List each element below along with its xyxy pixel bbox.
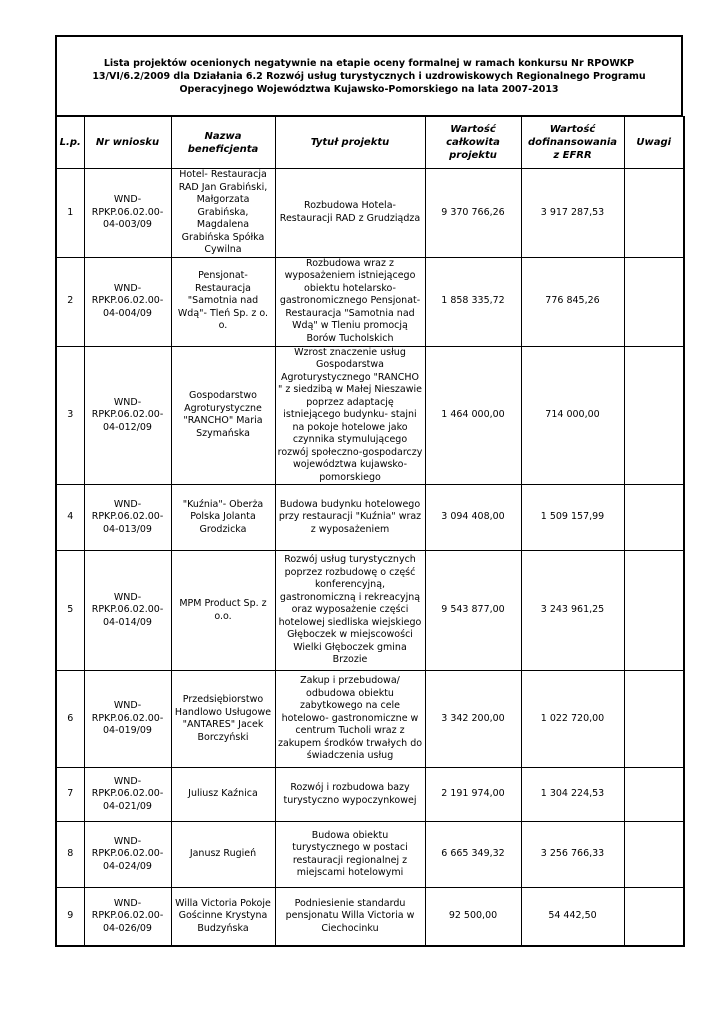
table-row <box>56 169 684 258</box>
cell-nr: WND-RPKP.06.02.00-04-024/09 <box>84 822 171 888</box>
cell-nr: WND-RPKP.06.02.00-04-021/09 <box>84 768 171 822</box>
cell-nr: WND-RPKP.06.02.00-04-026/09 <box>84 888 171 946</box>
cell-beneficjent: Juliusz Kaźnica <box>171 768 275 822</box>
header-wartosc: Wartość całkowita projektu <box>425 117 521 169</box>
cell-uwagi <box>624 257 684 346</box>
cell-beneficjent: Pensjonat- Restauracja "Samotnia nad Wdą"- Tleń Sp. z o. o. <box>171 257 275 346</box>
table-row <box>56 768 684 822</box>
cell-tytul: Rozbudowa wraz z wyposażeniem istniejącego obiektu hotelarsko-gastronomicznego Pensjonat-Restauracja "Samotnia nad Wdą" w Tleniu promocją Borów Tucholskich <box>275 257 425 346</box>
cell-uwagi <box>624 169 684 258</box>
header-dofinansowanie: Wartość dofinansowania z EFRR <box>521 117 624 169</box>
cell-beneficjent: MPM Product Sp. z o.o. <box>171 551 275 671</box>
title-box <box>55 35 683 116</box>
cell-uwagi <box>624 671 684 768</box>
cell-dofinansowanie: 54 442,50 <box>521 888 624 946</box>
table-row <box>56 346 684 485</box>
cell-wartosc: 92 500,00 <box>425 888 521 946</box>
cell-nr: WND-RPKP.06.02.00-04-004/09 <box>84 257 171 346</box>
document-title: Lista projektów ocenionych negatywnie na etapie oceny formalnej w ramach konkursu Nr RPOWKP 13/VI/6.2/2009 dla Działania 6.2 Rozwój usług turystycznych i uzdrowiskowych Regionalnego Programu Operacyjnego Województwa Kujawsko-Pomorskiego na lata 2007-2013 <box>92 57 646 95</box>
cell-tytul: Podniesienie standardu pensjonatu Willa Victoria w Ciechocinku <box>275 888 425 946</box>
cell-beneficjent: Willa Victoria Pokoje Gościnne Krystyna Budzyńska <box>171 888 275 946</box>
header-tytul: Tytuł projektu <box>275 117 425 169</box>
cell-lp: 7 <box>56 768 84 822</box>
header-row <box>56 117 684 169</box>
cell-lp: 6 <box>56 671 84 768</box>
cell-wartosc: 2 191 974,00 <box>425 768 521 822</box>
cell-uwagi <box>624 485 684 551</box>
cell-tytul: Rozbudowa Hotela- Restauracji RAD z Grudziądza <box>275 169 425 258</box>
cell-lp: 9 <box>56 888 84 946</box>
cell-uwagi <box>624 768 684 822</box>
projects-table <box>55 116 685 947</box>
header-beneficjent: Nazwa beneficjenta <box>171 117 275 169</box>
cell-wartosc: 1 858 335,72 <box>425 257 521 346</box>
cell-lp: 5 <box>56 551 84 671</box>
header-uwagi: Uwagi <box>624 117 684 169</box>
cell-uwagi <box>624 888 684 946</box>
header-lp: L.p. <box>56 117 84 169</box>
cell-wartosc: 6 665 349,32 <box>425 822 521 888</box>
cell-wartosc: 3 094 408,00 <box>425 485 521 551</box>
cell-nr: WND-RPKP.06.02.00-04-003/09 <box>84 169 171 258</box>
table-row <box>56 671 684 768</box>
cell-lp: 3 <box>56 346 84 485</box>
table-row <box>56 551 684 671</box>
cell-uwagi <box>624 822 684 888</box>
cell-lp: 1 <box>56 169 84 258</box>
document-sheet <box>55 35 683 947</box>
cell-tytul: Rozwój i rozbudowa bazy turystyczno wypoczynkowej <box>275 768 425 822</box>
cell-lp: 4 <box>56 485 84 551</box>
cell-nr: WND-RPKP.06.02.00-04-013/09 <box>84 485 171 551</box>
cell-beneficjent: Janusz Rugień <box>171 822 275 888</box>
cell-nr: WND-RPKP.06.02.00-04-014/09 <box>84 551 171 671</box>
cell-nr: WND-RPKP.06.02.00-04-019/09 <box>84 671 171 768</box>
cell-nr: WND-RPKP.06.02.00-04-012/09 <box>84 346 171 485</box>
cell-beneficjent: Hotel- Restauracja RAD Jan Grabiński, Małgorzata Grabińska, Magdalena Grabińska Spółka Cywilna <box>171 169 275 258</box>
cell-uwagi <box>624 551 684 671</box>
table-row <box>56 888 684 946</box>
cell-beneficjent: Przedsiębiorstwo Handlowo Usługowe "ANTARES" Jacek Borczyński <box>171 671 275 768</box>
cell-dofinansowanie: 3 917 287,53 <box>521 169 624 258</box>
cell-wartosc: 3 342 200,00 <box>425 671 521 768</box>
cell-lp: 2 <box>56 257 84 346</box>
cell-beneficjent: "Kuźnia"- Oberża Polska Jolanta Grodzicka <box>171 485 275 551</box>
cell-tytul: Wzrost znaczenie usług Gospodarstwa Agroturystycznego "RANCHO " z siedzibą w Małej Nieszawie poprzez adaptację istniejącego budynku- stajni na pokoje hotelowe jako czynnika stymulującego rozwój społeczno-gospodarczy województwa kujawsko- pomorskiego <box>275 346 425 485</box>
cell-uwagi <box>624 346 684 485</box>
cell-dofinansowanie: 714 000,00 <box>521 346 624 485</box>
header-nr-wniosku: Nr wniosku <box>84 117 171 169</box>
cell-tytul: Rozwój usług turystycznych poprzez rozbudowę o część konferencyjną, gastronomiczną i rekreacyjną oraz wyposażenie części hotelowej siedliska wiejskiego Głęboczek w miejscowości Wielki Głęboczek gmina Brzozie <box>275 551 425 671</box>
cell-dofinansowanie: 1 509 157,99 <box>521 485 624 551</box>
cell-wartosc: 9 543 877,00 <box>425 551 521 671</box>
table-row <box>56 257 684 346</box>
table-row <box>56 822 684 888</box>
cell-wartosc: 1 464 000,00 <box>425 346 521 485</box>
cell-dofinansowanie: 776 845,26 <box>521 257 624 346</box>
table-row <box>56 485 684 551</box>
cell-dofinansowanie: 3 243 961,25 <box>521 551 624 671</box>
cell-tytul: Zakup i przebudowa/ odbudowa obiektu zabytkowego na cele hotelowo- gastronomiczne w centrum Tucholi wraz z zakupem środków trwałych do świadczenia usług <box>275 671 425 768</box>
cell-lp: 8 <box>56 822 84 888</box>
cell-dofinansowanie: 1 304 224,53 <box>521 768 624 822</box>
cell-tytul: Budowa budynku hotelowego przy restauracji "Kuźnia" wraz z wyposażeniem <box>275 485 425 551</box>
cell-wartosc: 9 370 766,26 <box>425 169 521 258</box>
cell-dofinansowanie: 1 022 720,00 <box>521 671 624 768</box>
cell-beneficjent: Gospodarstwo Agroturystyczne "RANCHO" Maria Szymańska <box>171 346 275 485</box>
cell-tytul: Budowa obiektu turystycznego w postaci restauracji regionalnej z miejscami hotelowymi <box>275 822 425 888</box>
cell-dofinansowanie: 3 256 766,33 <box>521 822 624 888</box>
